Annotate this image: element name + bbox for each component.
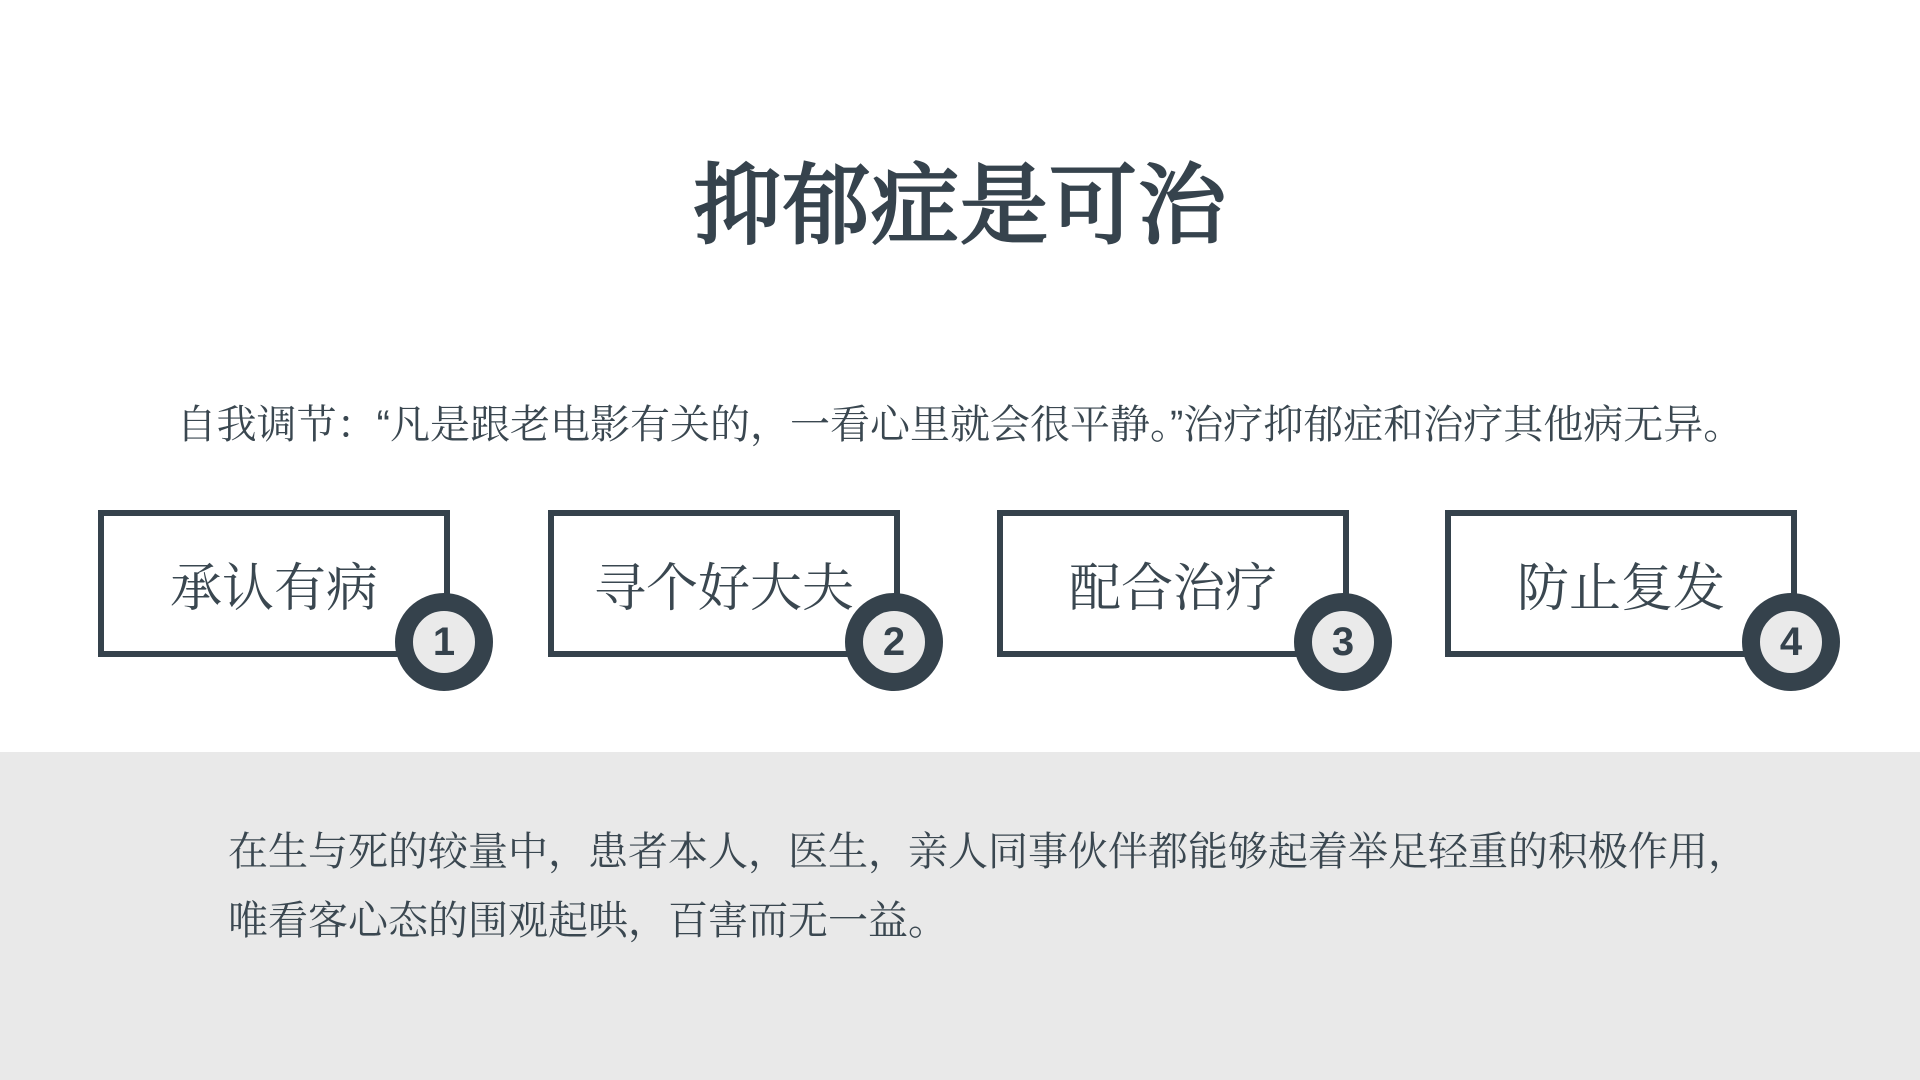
- footer-line-1: 在生与死的较量中，患者本人，医生，亲人同事伙伴都能够起着举足轻重的积极作用，: [228, 830, 1748, 874]
- step-box-4: [1445, 510, 1803, 664]
- step-label-2: 寻个好大夫: [593, 560, 854, 618]
- page-title: 抑郁症是可治: [692, 156, 1227, 255]
- step-label-4: 防止复发: [1516, 560, 1725, 618]
- step-box-2: [548, 510, 906, 664]
- footer-line-2: 唯看客心态的围观起哄，百害而无一益。: [228, 899, 948, 943]
- step-label-1: 承认有病: [169, 560, 378, 618]
- step-number-badge-1: 1: [395, 593, 493, 691]
- footer-panel: [0, 752, 1920, 1080]
- footer-text: [228, 818, 1748, 956]
- slide-subtitle: 自我调节：“凡是跟老电影有关的，一看心里就会很平静。”治疗抑郁症和治疗其他病无异。: [176, 403, 1744, 447]
- step-box-3: [997, 510, 1355, 664]
- step-label-3: 配合治疗: [1068, 560, 1277, 618]
- step-number-badge-4: 4: [1742, 593, 1840, 691]
- step-box-1: [98, 510, 456, 664]
- step-number-badge-2: 2: [845, 593, 943, 691]
- step-number-badge-3: 3: [1294, 593, 1392, 691]
